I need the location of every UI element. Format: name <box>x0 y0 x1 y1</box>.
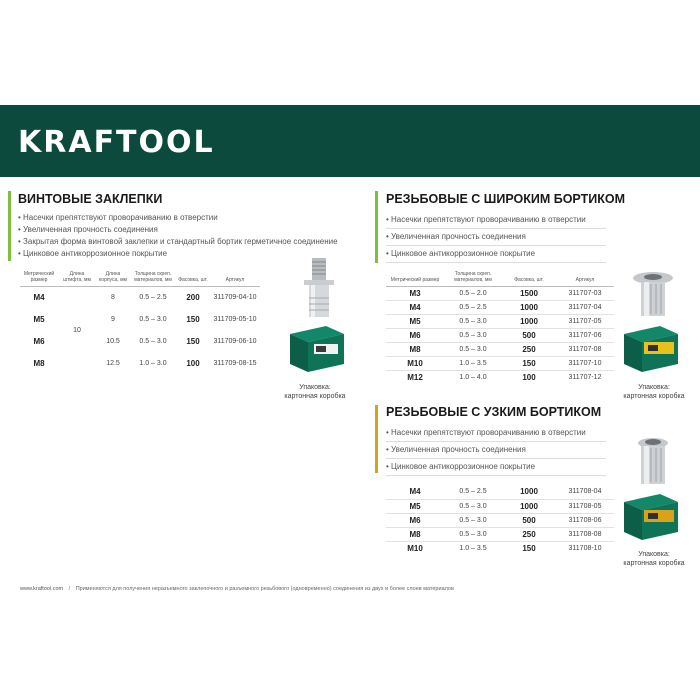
table-row <box>386 357 614 371</box>
cell-article: 311708-10 <box>568 544 602 552</box>
cell-size: M8 <box>33 359 45 368</box>
section-accent-bar <box>375 191 378 263</box>
cell-body: 10.5 <box>106 338 120 345</box>
feature-item: • Увеличенная прочность соединения <box>18 224 338 236</box>
cell-article: 311707-10 <box>556 357 614 371</box>
blind-rivet-icon <box>302 258 336 322</box>
table-row <box>386 329 614 343</box>
cell-pack: 1000 <box>502 301 556 315</box>
cell-size: M10 <box>386 357 444 371</box>
cell-thickness: 0.5 – 3.0 <box>444 499 502 513</box>
cell-thickness: 0.5 – 2.5 <box>444 485 502 499</box>
cell-article: 311707-06 <box>556 329 614 343</box>
section-title: РЕЗЬБОВЫЕ С УЗКИМ БОРТИКОМ <box>386 405 602 419</box>
blind-rivets-section <box>18 192 338 260</box>
section-accent-bar <box>375 405 378 473</box>
table-row <box>386 315 614 329</box>
cell-pack: 150 <box>502 357 556 371</box>
table-row <box>386 499 614 513</box>
caption-line: картонная коробка <box>623 393 685 400</box>
cell-article: 311707-03 <box>556 287 614 301</box>
col-header: Длина штифта, мм <box>58 270 96 287</box>
cell-pin-length: 10 <box>73 327 81 335</box>
table-header-row <box>386 270 614 287</box>
table-row <box>20 331 260 353</box>
cell-thickness: 0.5 – 3.0 <box>444 513 502 527</box>
cell-article: 311709-08-15 <box>213 360 257 367</box>
cell-thickness: 0.5 – 2.0 <box>444 287 502 301</box>
packaging-box-icon <box>620 488 682 544</box>
table-row <box>386 287 614 301</box>
cell-pack: 250 <box>502 527 556 541</box>
blind-rivets-table <box>20 270 260 375</box>
cell-article: 311709-05-10 <box>213 316 257 323</box>
table-row <box>20 309 260 331</box>
rivet-nut-wide-flange-icon <box>631 270 675 320</box>
caption-line: картонная коробка <box>284 393 346 400</box>
cell-pack: 1000 <box>502 315 556 329</box>
cell-article: 311709-04-10 <box>213 294 257 302</box>
cell-article: 311708-06 <box>556 513 614 527</box>
table-header-row <box>20 270 260 287</box>
cell-thickness: 0.5 – 3.0 <box>139 316 167 323</box>
feature-item: • Цинковое антикоррозионное покрытие <box>18 248 338 260</box>
feature-list <box>386 425 606 476</box>
narrow-flange-table <box>386 485 614 555</box>
col-header: Длина корпуса, мм <box>96 270 130 287</box>
cell-thickness: 1.0 – 4.0 <box>459 374 487 382</box>
cell-pack: 1000 <box>502 499 556 513</box>
col-header: Метрический размер <box>20 270 58 287</box>
table-row <box>386 371 614 385</box>
cell-thickness: 1.0 – 3.0 <box>139 360 167 367</box>
col-header: Фасовка, шт. <box>502 270 556 287</box>
cell-pack: 500 <box>502 513 556 527</box>
cell-size: M5 <box>386 499 444 513</box>
feature-item: • Насечки препятствуют проворачиванию в отверстии <box>386 425 606 442</box>
feature-item: • Увеличенная прочность соединения <box>386 442 606 459</box>
caption-line: Упаковка: <box>638 384 670 391</box>
section-accent-bar <box>8 191 11 261</box>
col-header: Артикул <box>556 270 614 287</box>
feature-item: • Закрытая форма винтовой заклепки и стандартный бортик герметичное соединение <box>18 236 338 248</box>
cell-pack: 150 <box>522 543 536 553</box>
caption-line: Упаковка: <box>638 551 670 558</box>
cell-size: M4 <box>386 301 444 315</box>
cell-size: M5 <box>386 315 444 329</box>
cell-body: 9 <box>111 316 115 323</box>
feature-list <box>18 212 338 260</box>
cell-pack: 1000 <box>502 485 556 499</box>
cell-size: M10 <box>407 543 423 553</box>
cell-size: M12 <box>407 373 423 383</box>
cell-thickness: 0.5 – 3.0 <box>139 338 167 345</box>
cell-pack: 100 <box>186 359 200 368</box>
table-row <box>386 527 614 541</box>
feature-item: • Увеличенная прочность соединения <box>386 229 606 246</box>
wide-flange-section <box>386 192 625 263</box>
col-header: Артикул <box>210 270 260 287</box>
cell-pack: 100 <box>522 373 536 383</box>
cell-thickness: 1.0 – 3.5 <box>459 544 487 552</box>
cell-pack: 150 <box>186 337 200 346</box>
table-row <box>20 353 260 375</box>
packaging-caption <box>610 550 698 568</box>
packaging-box-icon <box>286 320 348 374</box>
section-title: РЕЗЬБОВЫЕ С ШИРОКИМ БОРТИКОМ <box>386 192 625 206</box>
footer-note: Применяются для получения неразъемного заклепочного и разъемного резьбового (одновременно) соединения из двух и более слоев материалов <box>75 586 454 592</box>
cell-article: 311707-04 <box>556 301 614 315</box>
cell-size: M6 <box>386 513 444 527</box>
caption-line: картонная коробка <box>623 560 685 567</box>
table-row <box>386 541 614 555</box>
feature-list <box>386 212 606 263</box>
cell-pack: 250 <box>502 343 556 357</box>
footer-website: www.kraftool.com <box>20 586 64 592</box>
section-title: ВИНТОВЫЕ ЗАКЛЕПКИ <box>18 192 163 206</box>
cell-size: M4 <box>386 485 444 499</box>
cell-article: 311707-12 <box>568 374 602 382</box>
table-row <box>20 287 260 309</box>
cell-thickness: 0.5 – 3.0 <box>444 527 502 541</box>
cell-pack: 1500 <box>502 287 556 301</box>
cell-thickness: 0.5 – 2.5 <box>444 301 502 315</box>
cell-pack: 150 <box>186 315 200 324</box>
col-header: Толщина скреп. материалов, мм <box>130 270 176 287</box>
table-row <box>386 513 614 527</box>
kraftool-logo: KRAFTOOL <box>18 125 215 160</box>
cell-size: M6 <box>386 329 444 343</box>
cell-thickness: 0.5 – 3.0 <box>444 315 502 329</box>
col-header: Фасовка, шт. <box>176 270 210 287</box>
cell-size: M8 <box>386 343 444 357</box>
cell-size: M8 <box>386 527 444 541</box>
cell-body: 12.5 <box>106 360 120 367</box>
cell-article: 311707-08 <box>556 343 614 357</box>
caption-line: Упаковка: <box>299 384 331 391</box>
narrow-flange-section <box>386 405 606 476</box>
cell-thickness: 0.5 – 2.5 <box>139 294 167 302</box>
cell-article: 311707-05 <box>556 315 614 329</box>
table-row <box>386 343 614 357</box>
cell-article: 311708-05 <box>556 499 614 513</box>
cell-body: 8 <box>111 294 115 302</box>
wide-flange-table <box>386 270 614 385</box>
table-row <box>386 485 614 499</box>
feature-item: • Цинковое антикоррозионное покрытие <box>386 459 606 476</box>
cell-thickness: 1.0 – 3.5 <box>444 357 502 371</box>
cell-size: M6 <box>33 337 45 346</box>
cell-pack: 200 <box>186 293 200 303</box>
cell-size: M5 <box>33 315 45 324</box>
footer-divider: / <box>68 586 71 592</box>
cell-size: M3 <box>386 287 444 301</box>
cell-thickness: 0.5 – 3.0 <box>444 343 502 357</box>
feature-item: • Цинковое антикоррозионное покрытие <box>386 246 606 263</box>
cell-pack: 500 <box>502 329 556 343</box>
packaging-caption <box>270 383 360 401</box>
table-row <box>386 301 614 315</box>
packaging-box-icon <box>620 320 682 376</box>
cell-article: 311708-04 <box>556 485 614 499</box>
rivet-nut-narrow-flange-icon <box>633 436 673 488</box>
feature-item: • Насечки препятствуют проворачиванию в отверстии <box>18 212 338 224</box>
cell-thickness: 0.5 – 3.0 <box>444 329 502 343</box>
page-footer <box>20 586 454 592</box>
col-header: Толщина скреп. материалов, мм <box>444 270 502 287</box>
col-header: Метрический размер <box>386 270 444 287</box>
feature-item: • Насечки препятствуют проворачиванию в отверстии <box>386 212 606 229</box>
cell-size: M4 <box>33 293 45 303</box>
packaging-caption <box>610 383 698 401</box>
cell-article: 311709-06-10 <box>213 338 257 345</box>
cell-article: 311708-08 <box>556 527 614 541</box>
